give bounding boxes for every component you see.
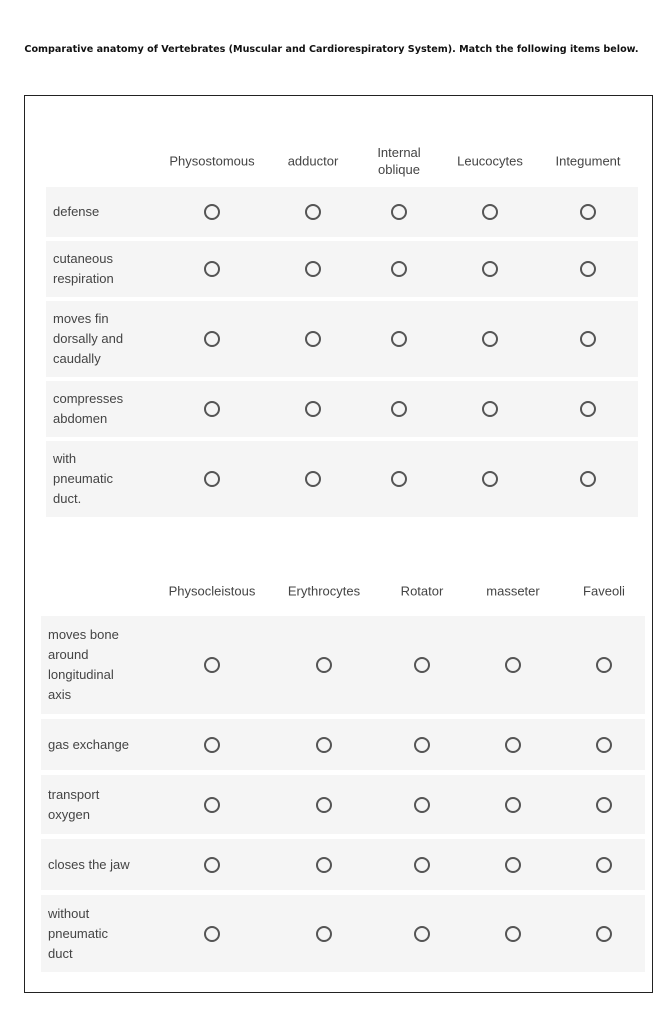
grid1-radio-option[interactable]	[305, 261, 321, 277]
grid2-radio-option[interactable]	[414, 797, 430, 813]
grid1-radio-option[interactable]	[580, 331, 596, 347]
grid1-radio-option[interactable]	[305, 331, 321, 347]
grid2-row	[41, 775, 645, 834]
grid1-radio-option[interactable]	[204, 331, 220, 347]
grid2-column-header: Faveoli	[583, 583, 625, 599]
grid2-row	[41, 616, 645, 714]
grid2-row-label: gas exchange	[48, 736, 129, 752]
grid1-radio-option[interactable]	[305, 471, 321, 487]
grid2-radio-option[interactable]	[204, 737, 220, 753]
grid1-radio-option[interactable]	[482, 261, 498, 277]
grid2-radio-option[interactable]	[204, 926, 220, 942]
grid1-radio-option[interactable]	[305, 401, 321, 417]
grid2-radio-option[interactable]	[204, 657, 220, 673]
grid2-column-header: masseter	[486, 583, 540, 599]
grid2-radio-option[interactable]	[505, 737, 521, 753]
grid2-row	[41, 895, 645, 972]
grid1-row	[46, 441, 638, 517]
grid2-radio-option[interactable]	[316, 857, 332, 873]
grid1-row	[46, 301, 638, 377]
grid1-radio-option[interactable]	[204, 471, 220, 487]
grid2-radio-option[interactable]	[596, 657, 612, 673]
grid2-radio-option[interactable]	[505, 797, 521, 813]
grid1-radio-option[interactable]	[391, 261, 407, 277]
grid2-column-header: Physocleistous	[168, 583, 256, 599]
grid2-radio-option[interactable]	[414, 926, 430, 942]
grid1-radio-option[interactable]	[204, 204, 220, 220]
grid1-row-label: with pneumatic duct.	[53, 451, 113, 506]
grid1-row-label: cutaneous respiration	[53, 251, 114, 286]
grid1-row	[46, 241, 638, 297]
grid2-radio-option[interactable]	[596, 857, 612, 873]
grid1-radio-option[interactable]	[391, 204, 407, 220]
grid1-radio-option[interactable]	[391, 471, 407, 487]
grid2-row	[41, 839, 645, 890]
grid2-row-label: closes the jaw	[48, 856, 130, 872]
grid2-radio-option[interactable]	[316, 657, 332, 673]
grid2-column-header: Rotator	[400, 583, 444, 599]
grid2-radio-option[interactable]	[316, 797, 332, 813]
grid1-radio-option[interactable]	[204, 401, 220, 417]
grid1-row-label: defense	[53, 204, 100, 219]
grid2-row-label: transport oxygen	[48, 786, 100, 822]
grid1-radio-option[interactable]	[391, 331, 407, 347]
grid1-radio-option[interactable]	[482, 471, 498, 487]
grid1-radio-option[interactable]	[580, 204, 596, 220]
grid2-radio-option[interactable]	[204, 857, 220, 873]
grid1-radio-option[interactable]	[482, 204, 498, 220]
grid2-row-label: without pneumatic duct	[48, 905, 108, 961]
grid2-radio-option[interactable]	[204, 797, 220, 813]
grid1-radio-option[interactable]	[580, 471, 596, 487]
grid2-radio-option[interactable]	[596, 926, 612, 942]
grid2-radio-option[interactable]	[316, 737, 332, 753]
grid1-column-header: Internal oblique	[377, 145, 421, 177]
grid1-radio-option[interactable]	[204, 261, 220, 277]
grid1-column-header: Leucocytes	[457, 153, 523, 169]
grid1-row-label: compresses abdomen	[53, 391, 124, 426]
grid2-radio-option[interactable]	[505, 926, 521, 942]
grid1-radio-option[interactable]	[482, 331, 498, 347]
grid1-row-label: moves fin dorsally and caudally	[53, 311, 124, 366]
grid1-column-header: Physostomous	[169, 153, 255, 169]
grid2-radio-option[interactable]	[414, 657, 430, 673]
grid1-radio-option[interactable]	[482, 401, 498, 417]
grid1-radio-option[interactable]	[391, 401, 407, 417]
grid2-column-header: Erythrocytes	[287, 583, 361, 599]
grid2-radio-option[interactable]	[596, 797, 612, 813]
grid2-radio-option[interactable]	[505, 657, 521, 673]
grid-question-1	[24, 95, 653, 536]
grid1-column-header: adductor	[287, 153, 339, 169]
grid1-radio-option[interactable]	[580, 401, 596, 417]
grid2-row	[41, 719, 645, 770]
grid-question-2	[24, 534, 653, 993]
grid2-radio-option[interactable]	[505, 857, 521, 873]
grid2-radio-option[interactable]	[596, 737, 612, 753]
page-title: Comparative anatomy of Vertebrates (Muscular and Cardiorespiratory System). Match the following items below.	[24, 44, 639, 55]
grid1-radio-option[interactable]	[305, 204, 321, 220]
grid1-column-header: Integument	[555, 153, 621, 169]
grid2-radio-option[interactable]	[414, 857, 430, 873]
grid2-radio-option[interactable]	[316, 926, 332, 942]
grid1-radio-option[interactable]	[580, 261, 596, 277]
grid2-radio-option[interactable]	[414, 737, 430, 753]
grid1-row	[46, 381, 638, 437]
grid2-row-label: moves bone around longitudinal axis	[48, 627, 119, 702]
grid1-row	[46, 187, 638, 237]
